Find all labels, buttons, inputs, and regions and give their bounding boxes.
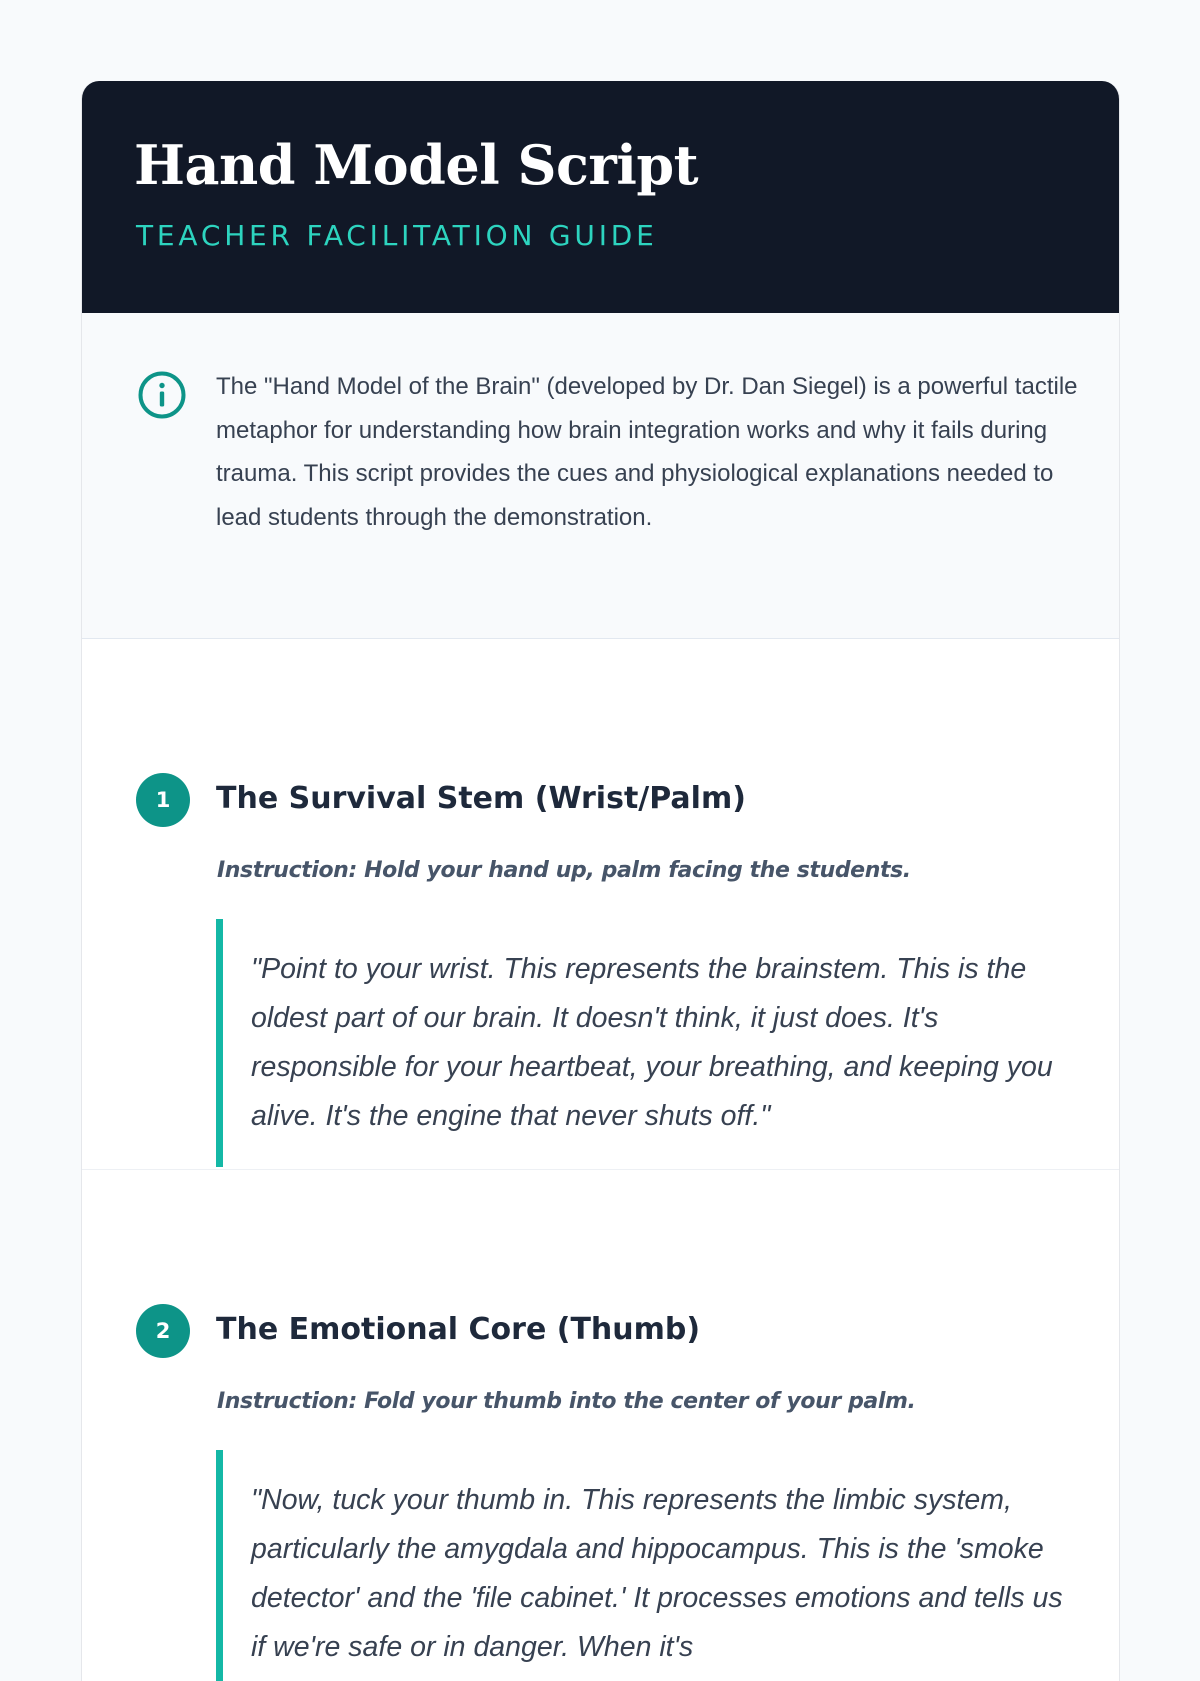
instruction-text: Instruction: Hold your hand up, palm facing the students. [217, 858, 911, 883]
script-quote: "Now, tuck your thumb in. This represents the limbic system, particularly the amygdala and hippocampus. This is the 'smoke detector' and the 'file cabinet.' It processes emotions and tells us if we're safe or in danger. When it's [251, 1484, 1063, 1663]
script-card [81, 81, 1120, 1681]
section-title: The Survival Stem (Wrist/Palm) [216, 781, 746, 816]
page-title: Hand Model Script [134, 133, 699, 197]
quote-accent-bar [216, 1450, 223, 1681]
intro-panel [82, 313, 1120, 639]
script-quote: "Point to your wrist. This represents the brainstem. This is the oldest part of our brain. It doesn't think, it just does. It's responsible for your heartbeat, your breathing, and keeping you alive. It's the engine that never shuts off." [251, 953, 1053, 1132]
section-title: The Emotional Core (Thumb) [216, 1312, 701, 1347]
intro-text: The "Hand Model of the Brain" (developed by Dr. Dan Siegel) is a powerful tactile metaphor for understanding how brain integration works and why it fails during trauma. This script provides the cues and physiological explanations needed to lead students through the demonstration. [216, 373, 1078, 531]
info-icon [137, 370, 187, 420]
step-badge: 1 [136, 773, 190, 827]
header [82, 81, 1120, 313]
page-subtitle: TEACHER FACILITATION GUIDE [136, 219, 658, 252]
section-emotional-core [82, 1170, 1120, 1681]
section-survival-stem [82, 639, 1120, 1170]
step-badge: 2 [136, 1304, 190, 1358]
instruction-text: Instruction: Fold your thumb into the center of your palm. [217, 1389, 916, 1414]
quote-accent-bar [216, 919, 223, 1167]
